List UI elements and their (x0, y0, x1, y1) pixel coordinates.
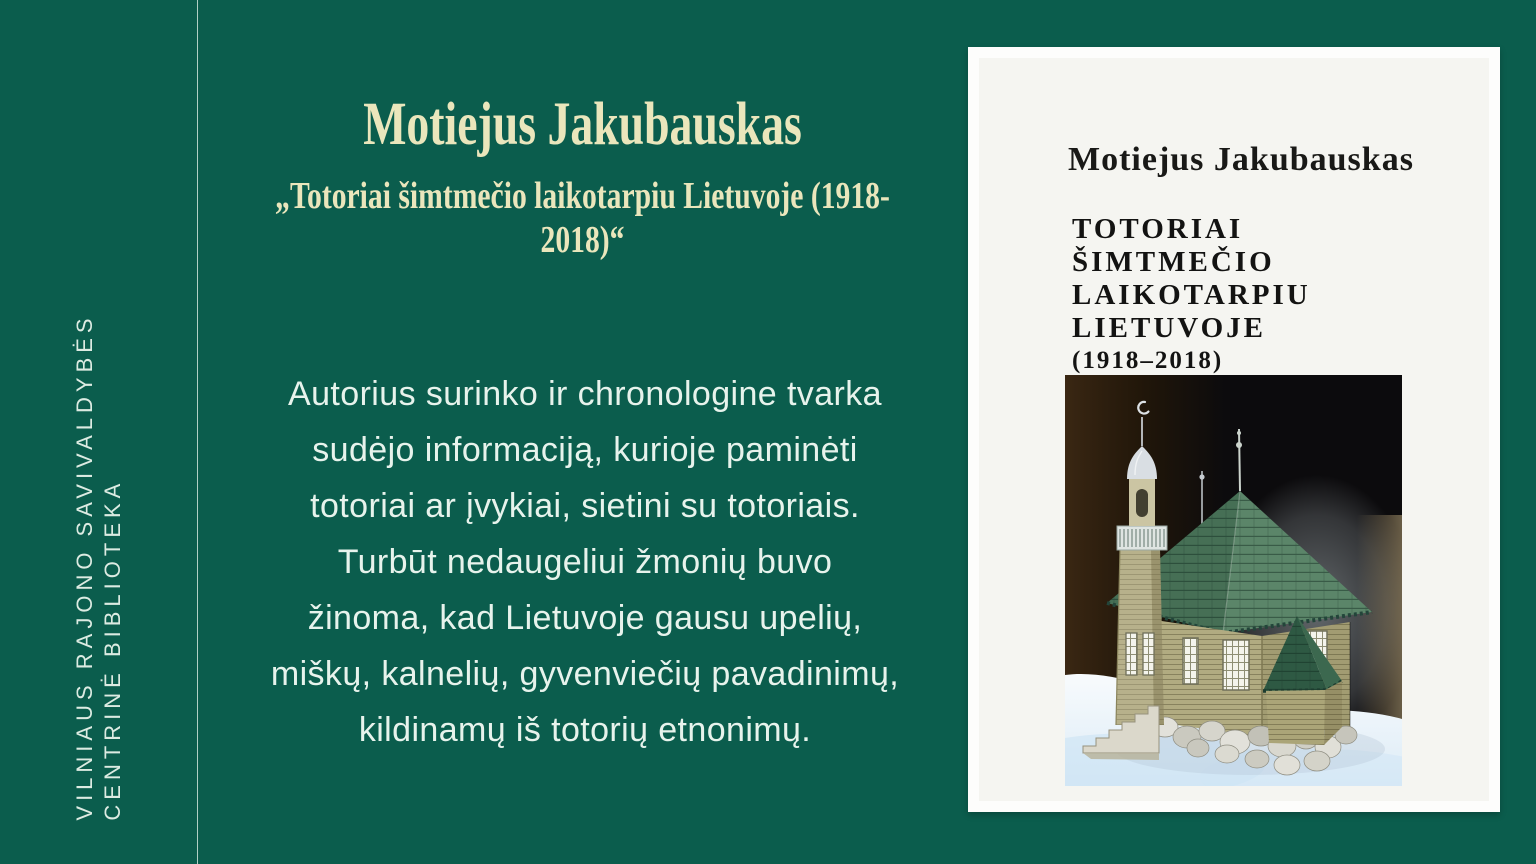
presentation-title: Motiejus Jakubauskas (363, 91, 802, 158)
paragraph-line: Turbūt nedaugeliui žmonių buvo (337, 543, 833, 581)
book-cover (968, 47, 1500, 812)
paragraph-line: žinoma, kad Lietuvoje gausu upelių, (307, 599, 863, 637)
presentation-subtitle: „Totoriai šimtmečio laikotarpiu Lietuvoje (1918-2018)“ (275, 175, 890, 261)
book-cover-title-line: TOTORIAI (1072, 213, 1244, 245)
description-paragraph (210, 366, 960, 758)
vertical-divider (197, 0, 198, 864)
library-name-line1: VILNIAUS RAJONO SAVIVALDYBĖS (72, 313, 97, 821)
paragraph-line: miškų, kalnelių, gyvenviečių pavadinimų, (270, 655, 900, 693)
library-name-line2: CENTRINĖ BIBLIOTEKA (100, 478, 125, 821)
book-cover-title (1072, 213, 1311, 345)
paragraph-line: sudėjo informaciją, kurioje paminėti (312, 431, 858, 469)
book-cover-title-line: LAIKOTARPIU (1072, 279, 1311, 311)
book-cover-author: Motiejus Jakubauskas (1068, 141, 1414, 178)
paragraph-line: Autorius surinko ir chronologine tvarka (288, 375, 882, 413)
paragraph-line: kildinamų iš totorių etnonimų. (358, 711, 812, 749)
library-name-vertical (71, 313, 127, 820)
book-cover-years: (1918–2018) (1072, 347, 1224, 374)
book-cover-photo (1065, 375, 1402, 786)
paragraph-line: totoriai ar įvykiai, sietini su totoriais. (310, 487, 860, 525)
book-cover-title-line: LIETUVOJE (1072, 312, 1267, 344)
book-cover-title-line: ŠIMTMEČIO (1072, 246, 1275, 278)
